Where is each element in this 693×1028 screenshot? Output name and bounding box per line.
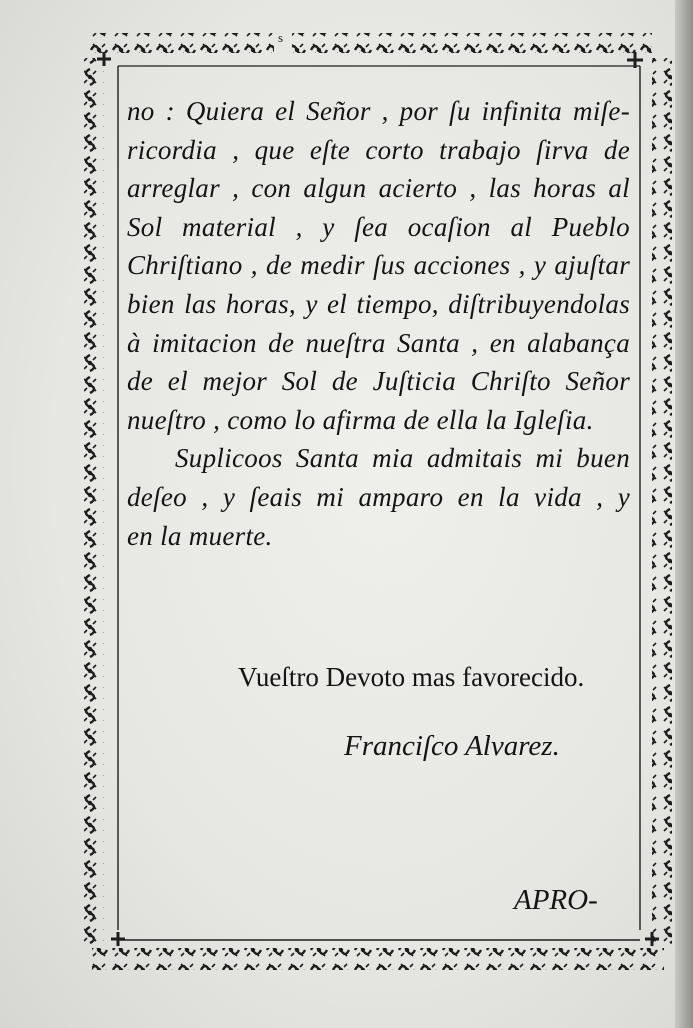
text-line: ricordia , que eſte corto trabajo ſirva de	[127, 134, 630, 165]
signature-mark: s	[278, 30, 284, 45]
body-text	[127, 92, 630, 555]
closing-signoff: Vueſtro Devoto mas favorecido.	[238, 662, 585, 692]
text-line: à imitacion de nueſtra Santa , en alabança	[127, 327, 630, 358]
text-line: en la muerte.	[127, 520, 273, 551]
author-name: Franciſco Alvarez.	[344, 730, 560, 762]
text-line: de el mejor Sol de Juſticia Chriſto Señor	[127, 366, 630, 397]
text-line: Sol material , y ſea ocaſion al Pueblo	[127, 211, 630, 242]
text-line: Suplicoos Santa mia admitais mi buen	[175, 443, 630, 474]
text-line: arreglar , con algun acierto , las horas al	[127, 173, 630, 204]
text-line: no : Quiera el Señor , por ſu infinita miſe-	[127, 96, 630, 126]
text-line: nueſtro , como lo afirma de ella la Igleſia.	[127, 404, 594, 435]
catchword: APRO-	[514, 884, 598, 916]
text-line: bien las horas, y el tiempo, diſtribuyendolas	[127, 288, 630, 319]
text-line: Chriſtiano , de medir ſus acciones , y ajuſtar	[127, 250, 630, 281]
text-line: deſeo , y ſeais mi amparo en la vida , y	[127, 481, 630, 512]
